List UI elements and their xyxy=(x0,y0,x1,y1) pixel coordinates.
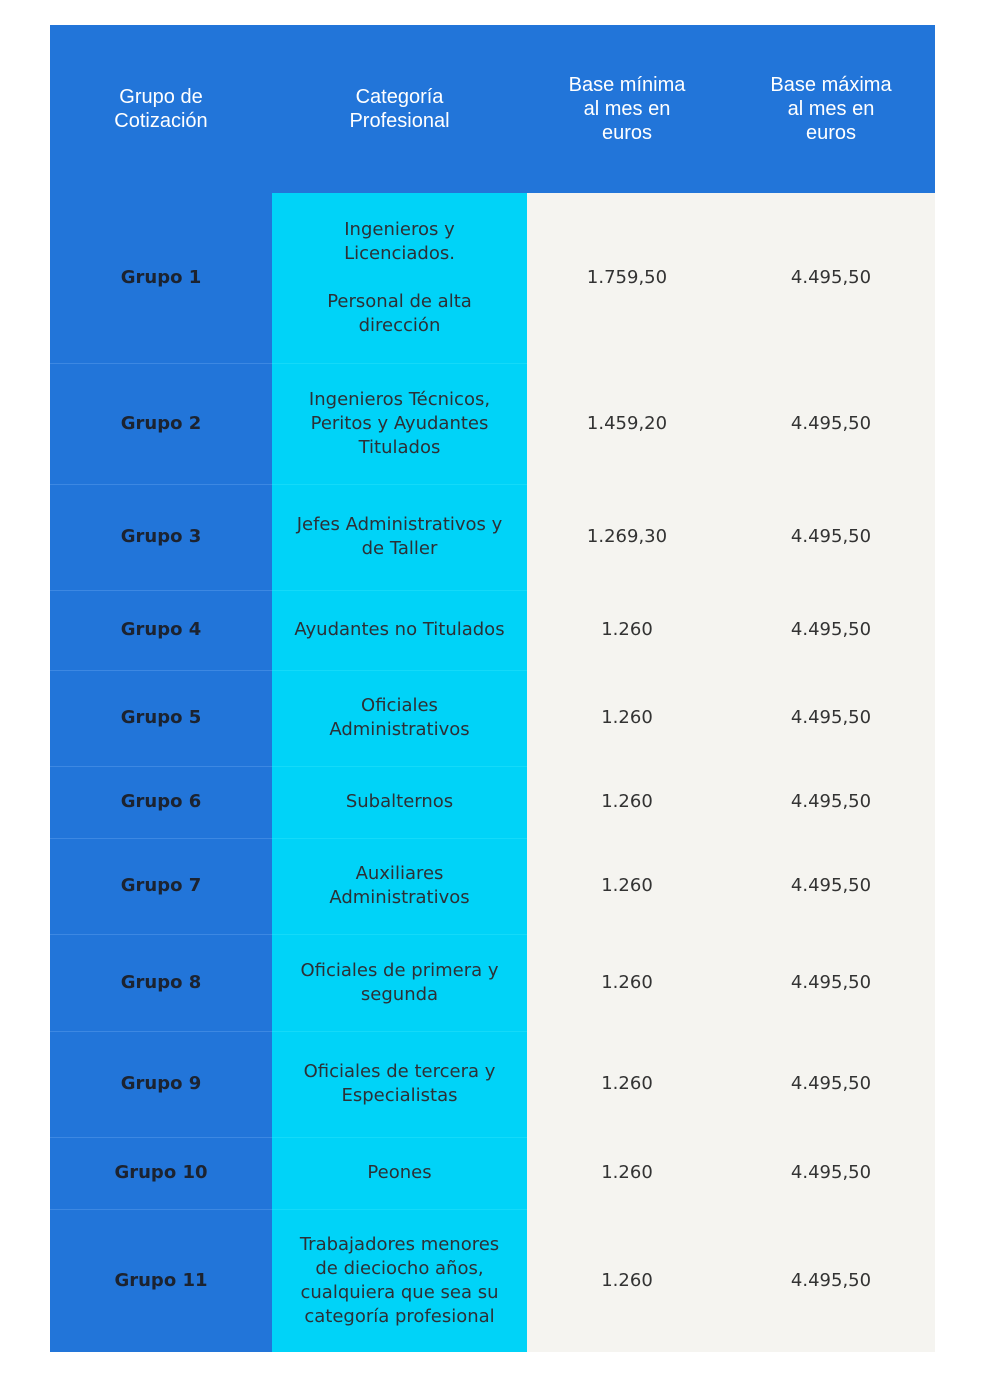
header-category: Categoría Profesional xyxy=(272,25,527,193)
max-base-cell: 4.495,50 xyxy=(727,590,935,670)
min-base-cell: 1.260 xyxy=(527,1209,727,1352)
min-base-cell: 1.260 xyxy=(527,838,727,934)
header-max-base: Base máxima al mes en euros xyxy=(727,25,935,193)
category-cell: Auxiliares Administrativos xyxy=(272,838,527,934)
max-base-cell: 4.495,50 xyxy=(727,838,935,934)
table-row xyxy=(50,766,935,838)
table-row xyxy=(50,670,935,766)
contribution-bases-table xyxy=(50,25,935,1352)
table-body xyxy=(50,193,935,1352)
group-cell: Grupo 1 xyxy=(50,193,272,363)
header-min-base: Base mínima al mes en euros xyxy=(527,25,727,193)
category-cell: Oficiales de tercera y Especialistas xyxy=(272,1031,527,1137)
table-row xyxy=(50,1209,935,1352)
min-base-cell: 1.260 xyxy=(527,590,727,670)
table-row xyxy=(50,1137,935,1209)
max-base-cell: 4.495,50 xyxy=(727,1031,935,1137)
max-base-cell: 4.495,50 xyxy=(727,193,935,363)
table-row xyxy=(50,484,935,590)
category-cell: Subalternos xyxy=(272,766,527,838)
max-base-cell: 4.495,50 xyxy=(727,934,935,1031)
min-base-cell: 1.260 xyxy=(527,934,727,1031)
group-cell: Grupo 6 xyxy=(50,766,272,838)
min-base-cell: 1.260 xyxy=(527,670,727,766)
group-cell: Grupo 10 xyxy=(50,1137,272,1209)
group-cell: Grupo 5 xyxy=(50,670,272,766)
header-row xyxy=(50,25,935,193)
category-cell: Peones xyxy=(272,1137,527,1209)
table-row xyxy=(50,934,935,1031)
min-base-cell: 1.759,50 xyxy=(527,193,727,363)
group-cell: Grupo 9 xyxy=(50,1031,272,1137)
group-cell: Grupo 8 xyxy=(50,934,272,1031)
min-base-cell: 1.260 xyxy=(527,1031,727,1137)
max-base-cell: 4.495,50 xyxy=(727,766,935,838)
min-base-cell: 1.459,20 xyxy=(527,363,727,484)
contribution-table-wrapper xyxy=(50,25,935,1352)
group-cell: Grupo 4 xyxy=(50,590,272,670)
group-cell: Grupo 7 xyxy=(50,838,272,934)
table-row xyxy=(50,193,935,363)
table-header xyxy=(50,25,935,193)
max-base-cell: 4.495,50 xyxy=(727,363,935,484)
header-group: Grupo de Cotización xyxy=(50,25,272,193)
table-row xyxy=(50,590,935,670)
max-base-cell: 4.495,50 xyxy=(727,484,935,590)
category-cell: Ingenieros y Licenciados. Personal de alta dirección xyxy=(272,193,527,363)
min-base-cell: 1.260 xyxy=(527,1137,727,1209)
category-cell: Ingenieros Técnicos, Peritos y Ayudantes Titulados xyxy=(272,363,527,484)
table-row xyxy=(50,1031,935,1137)
max-base-cell: 4.495,50 xyxy=(727,1209,935,1352)
group-cell: Grupo 11 xyxy=(50,1209,272,1352)
group-cell: Grupo 2 xyxy=(50,363,272,484)
table-row xyxy=(50,363,935,484)
max-base-cell: 4.495,50 xyxy=(727,1137,935,1209)
category-cell: Jefes Administrativos y de Taller xyxy=(272,484,527,590)
min-base-cell: 1.269,30 xyxy=(527,484,727,590)
min-base-cell: 1.260 xyxy=(527,766,727,838)
max-base-cell: 4.495,50 xyxy=(727,670,935,766)
category-cell: Oficiales de primera y segunda xyxy=(272,934,527,1031)
category-cell: Trabajadores menores de dieciocho años, cualquiera que sea su categoría profesional xyxy=(272,1209,527,1352)
category-cell: Oficiales Administrativos xyxy=(272,670,527,766)
category-cell: Ayudantes no Titulados xyxy=(272,590,527,670)
table-row xyxy=(50,838,935,934)
group-cell: Grupo 3 xyxy=(50,484,272,590)
